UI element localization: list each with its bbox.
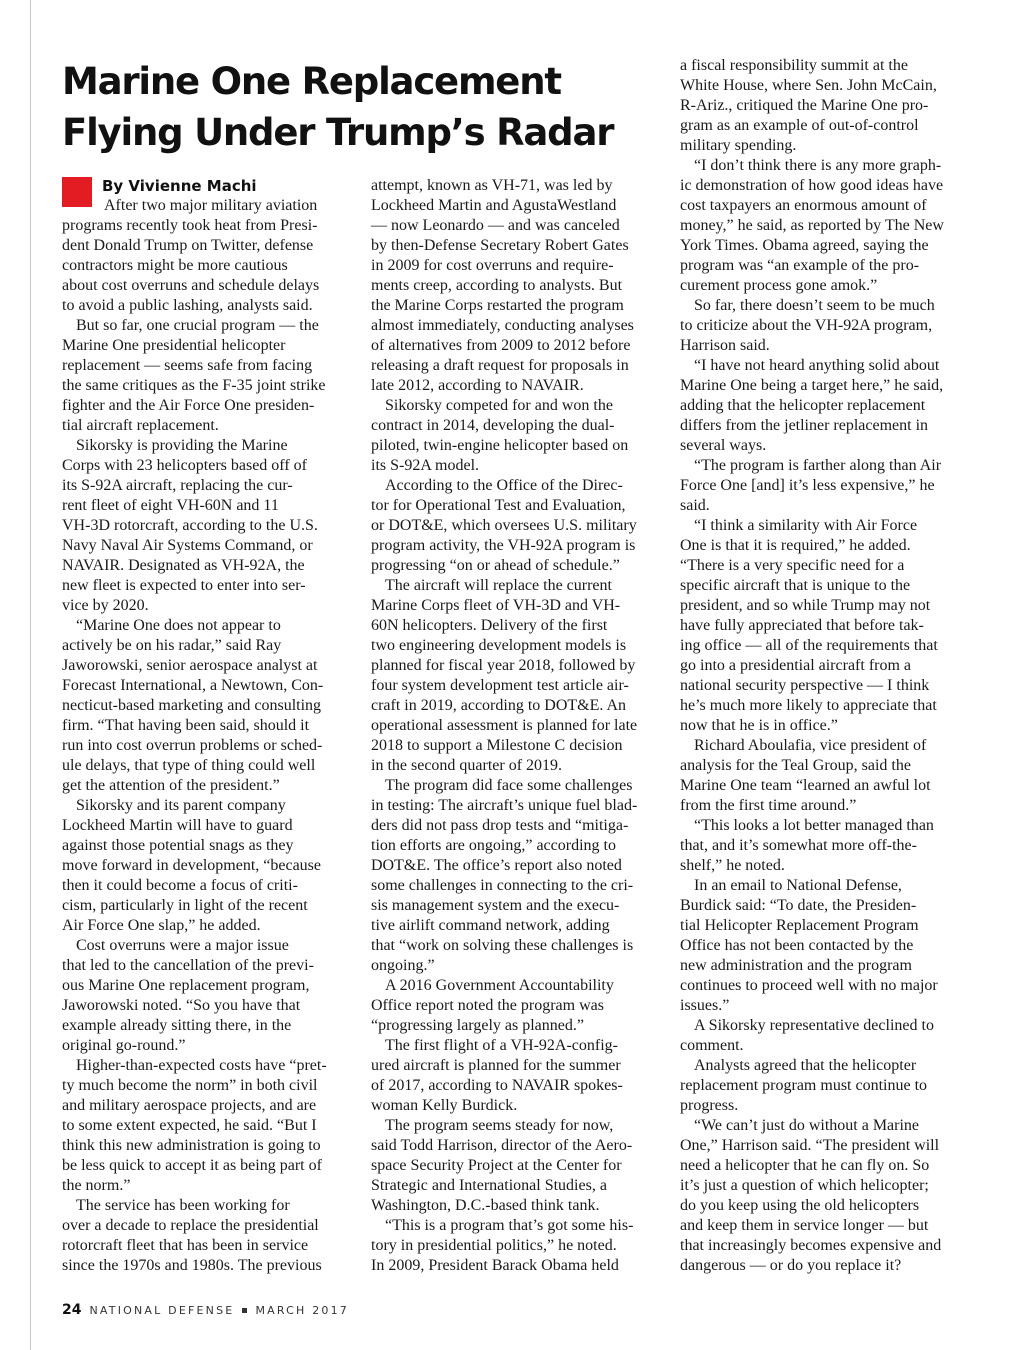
article-text-line: of 2017, according to NAVAIR spokes- — [371, 1077, 623, 1094]
article-text-line: actively be on his radar,” said Ray — [62, 637, 282, 654]
article-text-line: have fully appreciated that before tak- — [680, 617, 924, 634]
article-text-line: sis management system and the execu- — [371, 897, 620, 914]
article-text-line: Marine One team “learned an awful lot — [680, 777, 931, 794]
article-text-line: curement process gone amok.” — [680, 277, 878, 294]
article-text-line: Forecast International, a Newtown, Con- — [62, 677, 324, 694]
article-text-line: Sikorsky competed for and won the — [385, 397, 613, 414]
article-text-line: in the second quarter of 2019. — [371, 757, 563, 774]
article-text-line: gram as an example of out-of-control — [680, 117, 919, 134]
article-text-line: be less quick to accept it as being part of — [62, 1157, 322, 1174]
article-text-line: or DOT&E, which oversees U.S. military — [371, 517, 637, 534]
article-text-line: DOT&E. The office’s report also noted — [371, 857, 622, 874]
page-footer — [62, 1302, 349, 1318]
article-text-line: Jaworowski noted. “So you have that — [62, 997, 301, 1014]
article-text-line: and military aerospace projects, and are — [62, 1097, 317, 1114]
article-text-line: The program did face some challenges — [385, 777, 633, 794]
publication-name: NATIONAL DEFENSE — [89, 1304, 235, 1317]
article-text-line: against those potential snags as they — [62, 837, 294, 854]
article-text-line: Harrison said. — [680, 337, 770, 354]
article-text-line: new administration and the program — [680, 957, 912, 974]
article-text-line: move forward in development, “because — [62, 857, 322, 874]
article-text-line: 2018 to support a Milestone C decision — [371, 737, 623, 754]
page-number: 24 — [62, 1302, 82, 1318]
article-text-line: think this new administration is going to — [62, 1137, 321, 1154]
article-text-line: national security perspective — I think — [680, 677, 930, 694]
article-text-line: 60N helicopters. Delivery of the first — [371, 617, 608, 634]
article-column-2 — [371, 176, 661, 1276]
article-text-line: “We can’t just do without a Marine — [694, 1117, 920, 1134]
article-text-line: — now Leonardo — and was canceled — [371, 217, 620, 234]
article-text-line: The aircraft will replace the current — [385, 577, 612, 594]
article-text-line: several ways. — [680, 437, 767, 454]
article-text-line: dangerous — or do you replace it? — [680, 1257, 902, 1274]
article-text-line: a fiscal responsibility summit at the — [680, 57, 908, 74]
article-text-line: said. — [680, 497, 710, 514]
article-text-line: The service has been working for — [76, 1197, 290, 1214]
article-text-line: about cost overruns and schedule delays — [62, 277, 320, 294]
article-text-line: differs from the jetliner replacement in — [680, 417, 929, 434]
article-text-line: Air Force One slap,” he added. — [62, 917, 261, 934]
article-text-line: According to the Office of the Direc- — [385, 477, 623, 494]
article-text-line: Navy Naval Air Systems Command, or — [62, 537, 313, 554]
article-text-line: in 2009 for cost overruns and require- — [371, 257, 614, 274]
article-column-3 — [680, 56, 970, 1276]
article-text-line: Office has not been contacted by the — [680, 937, 914, 954]
article-text-line: issues.” — [680, 997, 730, 1014]
article-text-line: vice by 2020. — [62, 597, 149, 614]
article-text-line: Cost overruns were a major issue — [76, 937, 289, 954]
article-text-line: In an email to National Defense, — [694, 877, 902, 894]
article-text-line: by then-Defense Secretary Robert Gates — [371, 237, 629, 254]
article-text-line: One is that it is required,” he added. — [680, 537, 911, 554]
article-text-line: from the first time around.” — [680, 797, 857, 814]
article-text-line: that increasingly becomes expensive and — [680, 1237, 942, 1254]
article-text-line: rotorcraft fleet that has been in service — [62, 1237, 309, 1254]
article-text-line: example already sitting there, in the — [62, 1017, 292, 1034]
article-text-line: Analysts agreed that the helicopter — [694, 1057, 917, 1074]
article-text-line: of alternatives from 2009 to 2012 before — [371, 337, 631, 354]
article-text-line: The first flight of a VH-92A-config- — [385, 1037, 618, 1054]
article-text-line: “This looks a lot better managed than — [694, 817, 934, 834]
article-text-line: necticut-based marketing and consulting — [62, 697, 322, 714]
article-text-line: program was “an example of the pro- — [680, 257, 920, 274]
article-text-line: get the attention of the president.” — [62, 777, 280, 794]
article-text-line: ty much become the norm” in both civil — [62, 1077, 318, 1094]
article-text-line: president, and so while Trump may not — [680, 597, 931, 614]
article-text-line: attempt, known as VH-71, was led by — [371, 177, 613, 194]
article-text-line: replacement — seems safe from facing — [62, 357, 313, 374]
article-text-line: four system development test article air- — [371, 677, 629, 694]
article-text-line: NAVAIR. Designated as VH-92A, the — [62, 557, 305, 574]
article-text-line: Marine Corps fleet of VH-3D and VH- — [371, 597, 621, 614]
article-text-line: “I have not heard anything solid about — [694, 357, 940, 374]
article-text-line: contract in 2014, developing the dual- — [371, 417, 615, 434]
article-text-line: ous Marine One replacement program, — [62, 977, 310, 994]
article-text-line: new fleet is expected to enter into ser- — [62, 577, 306, 594]
article-text-line: comment. — [680, 1037, 744, 1054]
article-text-line: Corps with 23 helicopters based off of — [62, 457, 307, 474]
article-text-line: Marine One presidential helicopter — [62, 337, 286, 354]
article-text-line: ders did not pass drop tests and “mitiga- — [371, 817, 629, 834]
article-text-line: Force One [and] it’s less expensive,” he — [680, 477, 935, 494]
article-text-line: Marine One being a target here,” he said, — [680, 377, 944, 394]
article-text-line: some challenges in connecting to the cri- — [371, 877, 634, 894]
article-text-line: to criticize about the VH-92A program, — [680, 317, 933, 334]
page-margin-rule — [30, 0, 31, 1350]
article-text-line: Sikorsky is providing the Marine — [76, 437, 288, 454]
article-text-line: So far, there doesn’t seem to be much — [694, 297, 935, 314]
article-text-line: ongoing.” — [371, 957, 435, 974]
article-text-line: to some extent expected, he said. “But I — [62, 1117, 317, 1134]
article-text-line: to avoid a public lashing, analysts said. — [62, 297, 313, 314]
article-text-line: adding that the helicopter replacement — [680, 397, 926, 414]
article-text-line: piloted, twin-engine helicopter based on — [371, 437, 629, 454]
article-text-line: analysis for the Teal Group, said the — [680, 757, 911, 774]
article-text-line: original go-round.” — [62, 1037, 186, 1054]
headline-line-1: Marine One Replacement — [62, 60, 561, 103]
article-text-line: Office report noted the program was — [371, 997, 604, 1014]
article-text-line: said Todd Harrison, director of the Aero- — [371, 1137, 633, 1154]
article-text-line: since the 1970s and 1980s. The previous — [62, 1257, 322, 1274]
article-text-line: tial Helicopter Replacement Program — [680, 917, 919, 934]
article-text-line: Washington, D.C.-based think tank. — [371, 1197, 600, 1214]
issue-date: MARCH 2017 — [255, 1304, 350, 1317]
article-text-line: operational assessment is planned for late — [371, 717, 638, 734]
article-text-line: releasing a draft request for proposals in — [371, 357, 629, 374]
article-text-line: Lockheed Martin will have to guard — [62, 817, 293, 834]
article-text-line: tive airlift command network, adding — [371, 917, 610, 934]
article-text-line: woman Kelly Burdick. — [371, 1097, 518, 1114]
article-text-line: cost taxpayers an enormous amount of — [680, 197, 927, 214]
article-text-line: money,” he said, as reported by The New — [680, 217, 944, 234]
article-text-line: the norm.” — [62, 1177, 131, 1194]
article-text-line: late 2012, according to NAVAIR. — [371, 377, 584, 394]
article-text-line: ured aircraft is planned for the summer — [371, 1057, 621, 1074]
article-text-line: A 2016 Government Accountability — [385, 977, 614, 994]
article-text-line: the same critiques as the F-35 joint strike — [62, 377, 326, 394]
article-text-line: Richard Aboulafia, vice president of — [694, 737, 927, 754]
article-text-line: military spending. — [680, 137, 797, 154]
article-text-line: Higher-than-expected costs have “pret- — [76, 1057, 327, 1074]
article-text-line: space Security Project at the Center for — [371, 1157, 622, 1174]
article-text-line: shelf,” he noted. — [680, 857, 785, 874]
article-text-line: ing office — all of the requirements that — [680, 637, 938, 654]
article-text-line: One,” Harrison said. “The president will — [680, 1137, 940, 1154]
article-text-line: program activity, the VH-92A program is — [371, 537, 636, 554]
article-text-line: progress. — [680, 1097, 739, 1114]
article-text-line: in testing: The aircraft’s unique fuel blad- — [371, 797, 638, 814]
article-text-line: Sikorsky and its parent company — [76, 797, 286, 814]
article-text-line: that, and it’s somewhat more off-the- — [680, 837, 917, 854]
article-text-line: do you keep using the old helicopters — [680, 1197, 920, 1214]
article-text-line: York Times. Obama agreed, saying the — [680, 237, 929, 254]
article-text-line: progressing “on or ahead of schedule.” — [371, 557, 620, 574]
article-text-line: over a decade to replace the presidential — [62, 1217, 319, 1234]
article-text-line: tor for Operational Test and Evaluation, — [371, 497, 626, 514]
article-text-line: contractors might be more cautious — [62, 257, 288, 274]
article-text-line: now that he is in office.” — [680, 717, 838, 734]
article-text-line: its S-92A model. — [371, 457, 480, 474]
article-text-line: ule delays, that type of thing could well — [62, 757, 316, 774]
article-text-line: “This is a program that’s got some his- — [385, 1217, 634, 1234]
article-text-line: the Marine Corps restarted the program — [371, 297, 624, 314]
footer-separator-square — [242, 1308, 247, 1313]
article-headline — [62, 56, 662, 158]
article-text-line: A Sikorsky representative declined to — [694, 1017, 934, 1034]
article-text-line: almost immediately, conducting analyses — [371, 317, 634, 334]
article-text-line: tion efforts are ongoing,” according to — [371, 837, 616, 854]
article-text-line: “progressing largely as planned.” — [371, 1017, 584, 1034]
headline-line-2: Flying Under Trump’s Radar — [62, 111, 614, 154]
byline: By Vivienne Machi — [102, 177, 257, 195]
article-text-line: it’s just a question of which helicopter; — [680, 1177, 929, 1194]
article-text-line: tial aircraft replacement. — [62, 417, 219, 434]
article-text-line: Lockheed Martin and AgustaWestland — [371, 197, 617, 214]
article-text-line: Strategic and International Studies, a — [371, 1177, 607, 1194]
article-text-line: rent fleet of eight VH-60N and 11 — [62, 497, 279, 514]
article-text-line: go into a presidential aircraft from a — [680, 657, 912, 674]
article-text-line: its S-92A aircraft, replacing the cur- — [62, 477, 293, 494]
article-text-line: specific aircraft that is unique to the — [680, 577, 911, 594]
article-text-line: Burdick said: “To date, the Presiden- — [680, 897, 917, 914]
article-text-line: Jaworowski, senior aerospace analyst at — [62, 657, 318, 674]
article-text-line: tory in presidential politics,” he noted. — [371, 1237, 617, 1254]
article-text-line: run into cost overrun problems or sched- — [62, 737, 323, 754]
article-text-line: “There is a very specific need for a — [680, 557, 905, 574]
article-text-line: ments creep, according to analysts. But — [371, 277, 623, 294]
article-text-line: “I think a similarity with Air Force — [694, 517, 918, 534]
article-text-line: programs recently took heat from Presi- — [62, 217, 318, 234]
article-text-line: he’s much more likely to appreciate that — [680, 697, 937, 714]
article-text-line: VH-3D rotorcraft, according to the U.S. — [62, 517, 318, 534]
article-text-line: “I don’t think there is any more graph- — [694, 157, 942, 174]
article-text-line: that led to the cancellation of the previ- — [62, 957, 314, 974]
article-text-line: The program seems steady for now, — [385, 1117, 614, 1134]
article-text-line: two engineering development models is — [371, 637, 627, 654]
article-text-line: continues to proceed well with no major — [680, 977, 938, 994]
article-text-line: then it could become a focus of criti- — [62, 877, 298, 894]
article-text-line: that “work on solving these challenges is — [371, 937, 634, 954]
article-text-line: ic demonstration of how good ideas have — [680, 177, 944, 194]
article-text-line: planned for fiscal year 2018, followed by — [371, 657, 636, 674]
article-text-line: firm. “That having been said, should it — [62, 717, 310, 734]
article-text-line: craft in 2019, according to DOT&E. An — [371, 697, 627, 714]
article-text-line: White House, where Sen. John McCain, — [680, 77, 937, 94]
article-text-line: cism, particularly in light of the recent — [62, 897, 308, 914]
article-column-1 — [62, 176, 352, 1276]
article-text-line: dent Donald Trump on Twitter, defense — [62, 237, 314, 254]
article-text-line: After two major military aviation — [104, 197, 318, 214]
article-text-line: replacement program must continue to — [680, 1077, 928, 1094]
article-text-line: “The program is farther along than Air — [694, 457, 942, 474]
article-text-line: “Marine One does not appear to — [76, 617, 281, 634]
article-text-line: need a helicopter that he can fly on. So — [680, 1157, 930, 1174]
article-text-line: fighter and the Air Force One presiden- — [62, 397, 315, 414]
article-text-line: In 2009, President Barack Obama held — [371, 1257, 619, 1274]
article-text-line: But so far, one crucial program — the — [76, 317, 319, 334]
article-text-line: and keep them in service longer — but — [680, 1217, 929, 1234]
article-text-line: R-Ariz., critiqued the Marine One pro- — [680, 97, 929, 114]
